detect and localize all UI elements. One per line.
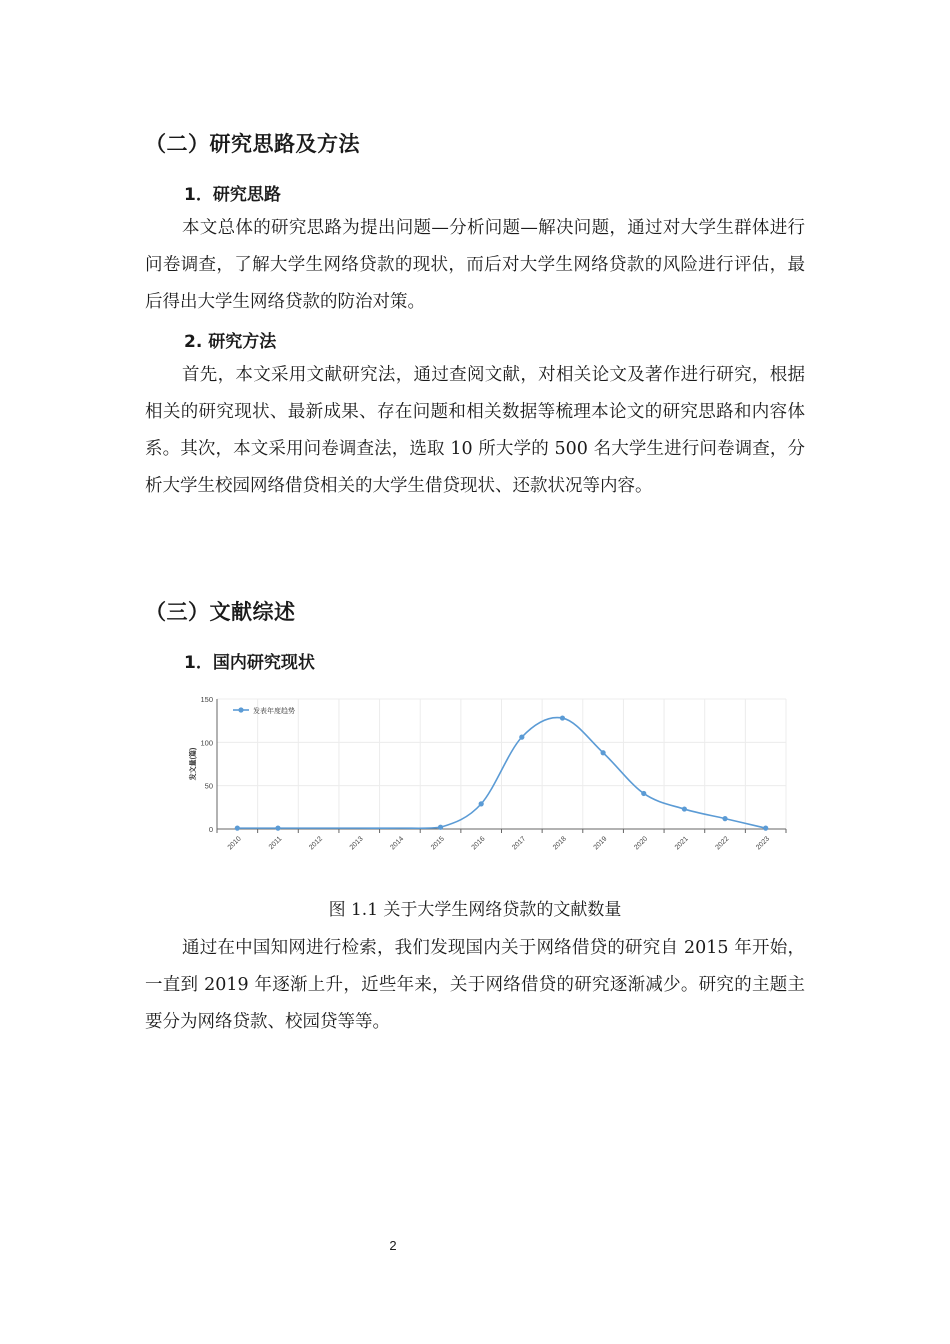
figure-caption: 图 1.1 关于大学生网络贷款的文献数量 — [328, 900, 622, 920]
x-tick-label: 2015 — [429, 835, 446, 852]
y-tick-label: 50 — [204, 781, 213, 791]
data-point — [722, 816, 727, 821]
x-tick-label: 2011 — [267, 835, 284, 852]
x-tick-label: 2017 — [511, 835, 528, 852]
subheading-research-method: 2. 研究方法 — [184, 332, 277, 352]
x-tick-label: 2023 — [755, 835, 772, 852]
section-heading-research-approach: （二）研究思路及方法 — [145, 132, 360, 156]
page-number: 2 — [389, 1238, 397, 1253]
x-tick-label: 2014 — [389, 835, 406, 852]
y-tick-label: 150 — [200, 695, 213, 704]
x-tick-label: 2010 — [226, 835, 243, 852]
data-point — [682, 806, 687, 811]
x-tick-label: 2021 — [673, 835, 690, 852]
legend-label: 发表年度趋势 — [253, 708, 295, 715]
x-tick-label: 2013 — [348, 835, 365, 852]
y-axis-label: 发文量(篇) — [190, 747, 197, 781]
subheading-research-idea: 1．研究思路 — [184, 185, 281, 205]
data-point — [235, 826, 240, 831]
paragraph-literature-summary: 通过在中国知网进行检索，我们发现国内关于网络借贷的研究自 2015 年开始，一直到 2019 年逐渐上升，近些年来，关于网络借贷的研究逐渐减少。研究的主题主要分为网络贷款、校园贷等等。 — [145, 938, 805, 1032]
data-point — [275, 826, 280, 831]
data-point — [479, 801, 484, 806]
data-point — [763, 826, 768, 831]
x-tick-label: 2022 — [714, 835, 731, 852]
paragraph-research-idea: 本文总体的研究思路为提出问题—分析问题—解决问题，通过对大学生群体进行问卷调查，了解大学生网络贷款的现状，而后对大学生网络贷款的风险进行评估，最后得出大学生网络贷款的防治对策。 — [145, 218, 805, 312]
x-tick-label: 2016 — [470, 835, 487, 852]
x-tick-label: 2018 — [551, 835, 568, 852]
section-heading-literature-review: （三）文献综述 — [145, 600, 296, 624]
data-point — [641, 791, 646, 796]
data-point — [438, 825, 443, 830]
legend-marker — [238, 707, 243, 712]
data-point — [560, 715, 565, 720]
data-point — [601, 750, 606, 755]
x-tick-label: 2019 — [592, 835, 609, 852]
y-tick-label: 0 — [208, 825, 213, 834]
data-point — [519, 735, 524, 740]
y-tick-label: 100 — [200, 738, 213, 748]
x-tick-label: 2012 — [308, 835, 325, 852]
publication-trend-chart — [185, 690, 795, 860]
paragraph-research-method: 首先，本文采用文献研究法，通过查阅文献，对相关论文及著作进行研究，根据相关的研究现状、最新成果、存在问题和相关数据等梳理本论文的研究思路和内容体系。其次，本文采用问卷调查法，选取 10 所大学的 500 名大学生进行问卷调查，分析大学生校园网络借贷相关的大学生借贷现状、还款状况等内容。 — [145, 365, 805, 496]
x-tick-label: 2020 — [633, 835, 650, 852]
subheading-domestic-research: 1．国内研究现状 — [184, 653, 315, 673]
